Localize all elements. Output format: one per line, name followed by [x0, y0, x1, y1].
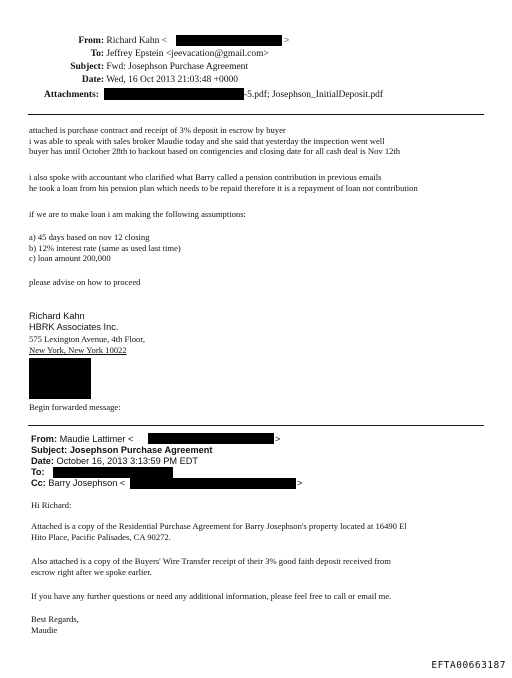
- forwarded-line: Also attached is a copy of the Buyers' Wire Transfer receipt of their 3% good faith deposit received from: [31, 556, 391, 566]
- forwarded-closing: [31, 614, 79, 635]
- forwarded-subject-row: [31, 445, 212, 456]
- redaction-block: [53, 467, 173, 478]
- body-line: i also spoke with accountant who clarified what Barry called a pension contribution in previous emails: [29, 172, 382, 182]
- from-label: From:: [78, 36, 104, 46]
- redaction-block: [148, 433, 274, 444]
- forwarded-subject-value: Josephson Purchase Agreement: [69, 445, 213, 455]
- subject-label: Subject:: [70, 62, 104, 72]
- forwarded-from-value: Maudie Lattimer <: [59, 434, 134, 444]
- signature-company: HBRK Associates Inc.: [29, 322, 119, 332]
- signature-address-1: 575 Lexington Avenue, 4th Floor,: [29, 334, 145, 344]
- forwarded-cc-row: [31, 478, 125, 489]
- forwarded-divider: [28, 425, 484, 426]
- assumptions-intro: if we are to make loan i am making the following assumptions:: [29, 209, 246, 219]
- forwarded-date-row: [31, 456, 198, 467]
- to-value: Jeffrey Epstein <jeevacation@gmail.com>: [106, 49, 269, 59]
- redaction-block: [130, 478, 296, 489]
- forwarded-cc-value: Barry Josephson <: [48, 478, 126, 488]
- forwarded-signoff: Maudie: [31, 624, 58, 635]
- forwarded-from-label: From:: [31, 434, 58, 444]
- forwarded-date-label: Date:: [31, 456, 54, 466]
- forwarded-greeting: Hi Richard:: [31, 500, 72, 510]
- assumptions-list: [29, 232, 181, 264]
- forwarded-intro: Begin forwarded message:: [29, 402, 121, 412]
- signature-name: Richard Kahn: [29, 311, 85, 321]
- forwarded-line: escrow right after we spoke earlier.: [31, 566, 152, 577]
- from-value: Richard Kahn <: [106, 36, 168, 46]
- forwarded-from-close: >: [275, 434, 281, 444]
- body-paragraph-2: [29, 172, 418, 193]
- body-paragraph-1: [29, 125, 400, 157]
- forwarded-line: Attached is a copy of the Residential Purchase Agreement for Barry Josephson's property located at 16490 El: [31, 521, 407, 531]
- header-divider: [28, 114, 484, 115]
- attachments-value: -5.pdf; Josephson_InitialDeposit.pdf: [244, 90, 384, 100]
- header-from-row: [52, 35, 167, 47]
- redaction-block: [29, 358, 91, 399]
- header-to-row: [52, 48, 269, 60]
- body-line: he took a loan from his pension plan which needs to be repaid therefore it is a repayment of loan not contribution: [29, 182, 418, 193]
- forwarded-from-row: [31, 434, 133, 445]
- forwarded-date-value: October 16, 2013 3:13:59 PM EDT: [56, 456, 199, 466]
- date-label: Date:: [81, 75, 104, 85]
- forwarded-paragraph-1: [31, 521, 407, 542]
- forwarded-paragraph-3: If you have any further questions or need any additional information, please feel free to call or email me.: [31, 591, 392, 601]
- redaction-block: [176, 35, 282, 46]
- body-line: attached is purchase contract and receipt of 3% deposit in escrow by buyer: [29, 125, 286, 135]
- bates-number: EFTA00663187: [431, 660, 506, 671]
- forwarded-closing-line: Best Regards,: [31, 614, 79, 624]
- assumption-item: b) 12% interest rate (same as used last time): [29, 242, 181, 253]
- header-subject-row: [52, 61, 248, 73]
- forwarded-to-label: To:: [31, 467, 45, 477]
- attachments-label: Attachments:: [44, 90, 99, 100]
- assumption-item: a) 45 days based on nov 12 closing: [29, 232, 150, 242]
- date-value: Wed, 16 Oct 2013 21:03:48 +0000: [106, 75, 238, 85]
- advise-line: please advise on how to proceed: [29, 277, 141, 287]
- forwarded-paragraph-2: [31, 556, 391, 577]
- subject-value: Fwd: Josephson Purchase Agreement: [106, 62, 249, 72]
- forwarded-to-row: [31, 467, 45, 478]
- redaction-block: [104, 88, 244, 100]
- body-line: buyer has until October 28th to backout based on contigencies and closing date for all cash deal is Nov 12th: [29, 146, 401, 157]
- from-close: >: [284, 36, 290, 46]
- forwarded-line: Hito Place, Pacific Palisades, CA 90272.: [31, 531, 171, 542]
- forwarded-cc-label: Cc:: [31, 478, 46, 488]
- to-label: To:: [90, 49, 104, 59]
- header-date-row: [52, 74, 238, 86]
- body-line: i was able to speak with sales broker Maudie today and she said that yesterday the inspection went well: [29, 135, 385, 146]
- assumption-item: c) loan amount 200,000: [29, 253, 111, 264]
- forwarded-subject-label: Subject:: [31, 445, 68, 455]
- header-attachments-row: [44, 89, 99, 101]
- forwarded-cc-close: >: [297, 478, 303, 488]
- signature-address-2: New York, New York 10022: [29, 345, 127, 355]
